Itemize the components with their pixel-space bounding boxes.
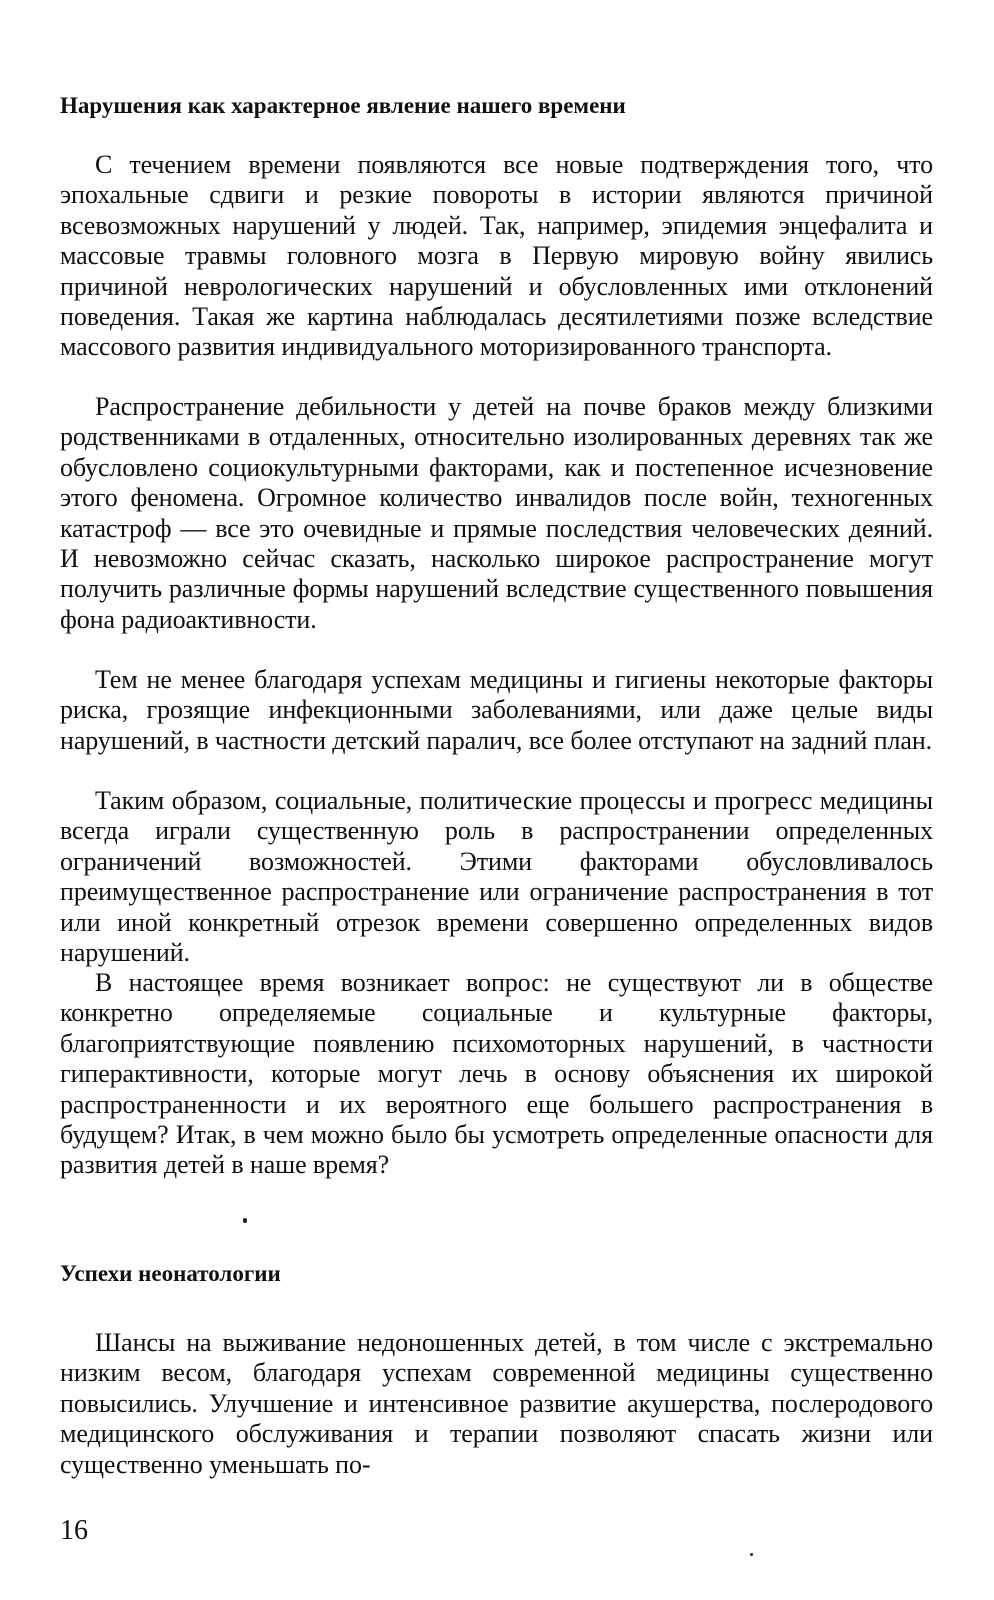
page-number: 16 xyxy=(60,1515,88,1546)
paragraph: Распространение дебильности у детей на почве браков между близкими родственниками в отдаленных, относительно изолированных деревнях так же обусловлено социокультурными факторами, как и постепенное исчезновение этого феномена. Огромное количество инвалидов после войн, техногенных катастроф — все это очевидные и прямые последствия человеческих деяний. И невозможно сейчас сказать, насколько широкое распространение могут получить различные формы нарушений вследствие существенного повышения фона радиоактивности. xyxy=(60,392,933,634)
paragraph: Таким образом, социальные, политические процессы и прогресс медицины всегда играли существенную роль в распространении определенных ограничений возможностей. Этими факторами обусловливалось преимущественное распространение или ограничение распространения в тот или иной конкретный отрезок времени совершенно определенных видов нарушений. xyxy=(60,786,933,968)
paragraph: Шансы на выживание недоношенных детей, в том числе с экстремально низким весом, благодаря успехам современной медицины существенно повысились. Улучшение и интенсивное развитие акушерства, послеродового медицинского обслуживания и терапии позволяют спасать жизни или существенно уменьшать по- xyxy=(60,1328,933,1479)
paragraph: В настоящее время возникает вопрос: не существуют ли в обществе конкретно определяемые социальные и культурные факторы, благоприятствующие появлению психомоторных нарушений, в частности гиперактивности, которые могут лечь в основу объяснения их широкой распространенности и их вероятного еще большего распространения в будущем? Итак, в чем можно было бы усмотреть определенные опасности для развития детей в наше время? xyxy=(60,968,933,1180)
scan-speck xyxy=(243,1218,247,1223)
paragraph: С течением времени появляются все новые подтверждения того, что эпохальные сдвиги и резкие повороты в истории являются причиной всевозможных нарушений у людей. Так, например, эпидемия энцефалита и массовые травмы головного мозга в Первую мировую войну явились причиной неврологических нарушений и обусловленных ими отклонений поведения. Такая же картина наблюдалась десятилетиями позже вследствие массового развития индивидуального моторизированного транспорта. xyxy=(60,150,933,362)
section-heading-disorders: Нарушения как характерное явление нашего времени xyxy=(60,93,626,118)
paragraph: Тем не менее благодаря успехам медицины и гигиены некоторые факторы риска, грозящие инфекционными заболеваниями, или даже целые виды нарушений, в частности детский паралич, все более отступают на задний план. xyxy=(60,665,933,755)
scan-speck xyxy=(750,1553,753,1556)
section-heading-neonatology: Успехи неонатологии xyxy=(60,1261,281,1286)
